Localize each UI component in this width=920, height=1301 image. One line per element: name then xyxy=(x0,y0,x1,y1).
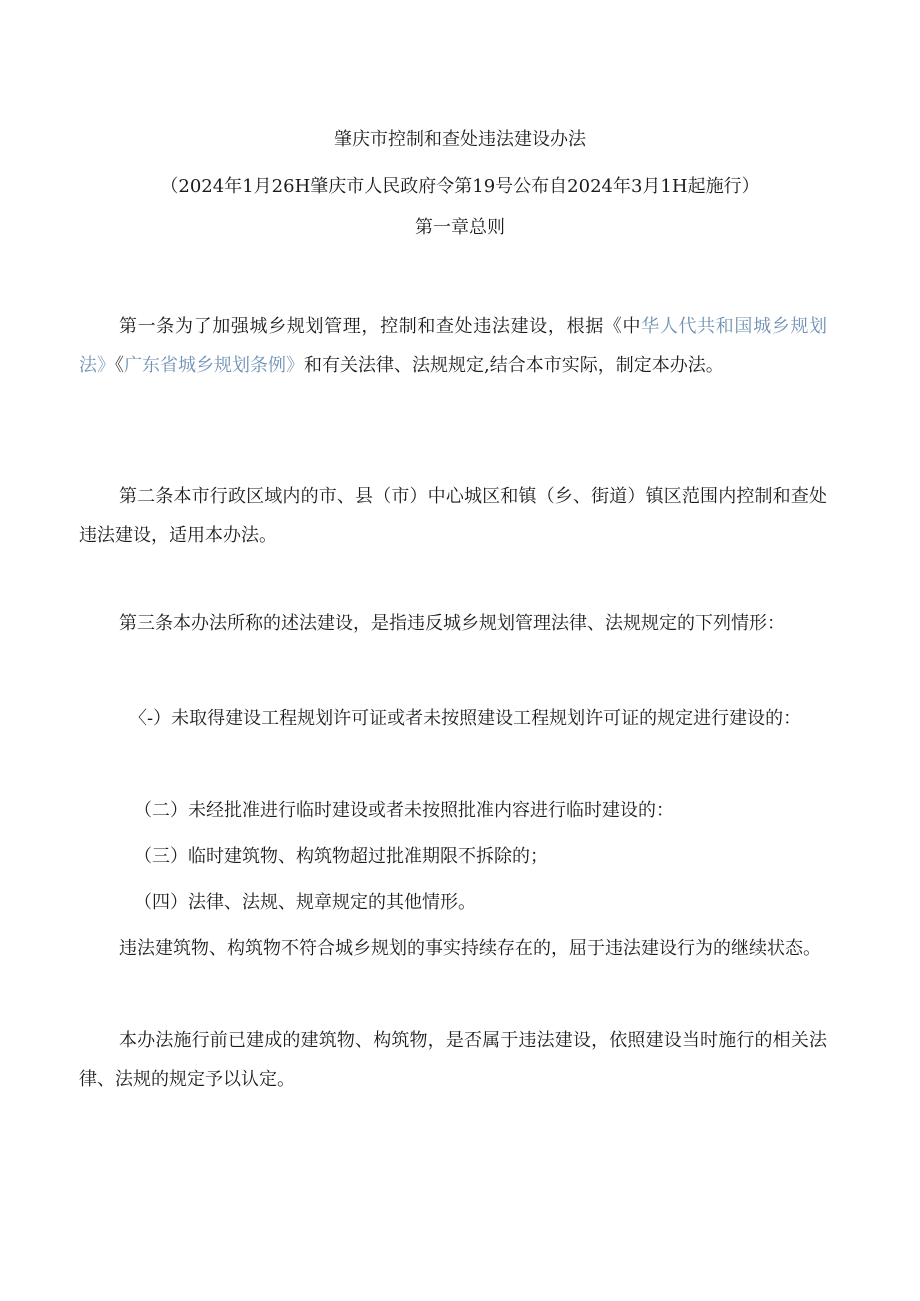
article-1-text-c: 和有关法律、法规规定,结合本市实际，制定本办法。 xyxy=(304,355,724,376)
article-3-item-1: 〈-）未取得建设工程规划许可证或者未按照建设工程规划许可证的规定进行建设的： xyxy=(129,708,802,729)
article-2: 第二条本市行政区域内的市、县（市）中心城区和镇（乡、街道）镇区范围内控制和查处违法建设，适用本办法。 xyxy=(79,486,827,546)
article-1-text-b: 《 xyxy=(115,355,124,376)
chapter-heading: 第一章总则 xyxy=(415,217,505,238)
article-3-item-4: （四）法律、法规、规章规定的其他情形。 xyxy=(134,892,476,913)
article-1 xyxy=(79,307,827,385)
regulation-reference-link: 广东省城乡规划条例》 xyxy=(124,355,304,376)
article-1-text-a: 第一条为了加强城乡规划管理，控制和查处违法建设，根据《中 xyxy=(119,316,642,337)
article-3-prior-buildings: 本办法施行前已建成的建筑物、构筑物，是否属于违法建设，依照建设当时施行的相关法律、法规的规定予以认定。 xyxy=(79,1030,827,1090)
article-3-intro: 第三条本办法所称的述法建设，是指违反城乡规划管理法律、法规规定的下列情形： xyxy=(119,613,785,634)
article-3-continuing-state: 违法建筑物、构筑物不符合城乡规划的事实持续存在的，屈于违法建设行为的继续状态。 xyxy=(119,938,821,959)
article-3-item-2: （二）未经批准进行临时建设或者未按照批准内容进行临时建设的： xyxy=(134,800,674,821)
document-subtitle: （2024年1月26H肇庆市人民政府令第19号公布自2024年3月1H起施行） xyxy=(160,176,760,197)
document-title: 肇庆市控制和查处违法建设办法 xyxy=(334,129,586,150)
article-3-item-3: （三）临时建筑物、构筑物超过批准期限不拆除的； xyxy=(134,846,548,867)
law-reference-link: 华人代共和国城乡规划法》 xyxy=(79,316,828,376)
